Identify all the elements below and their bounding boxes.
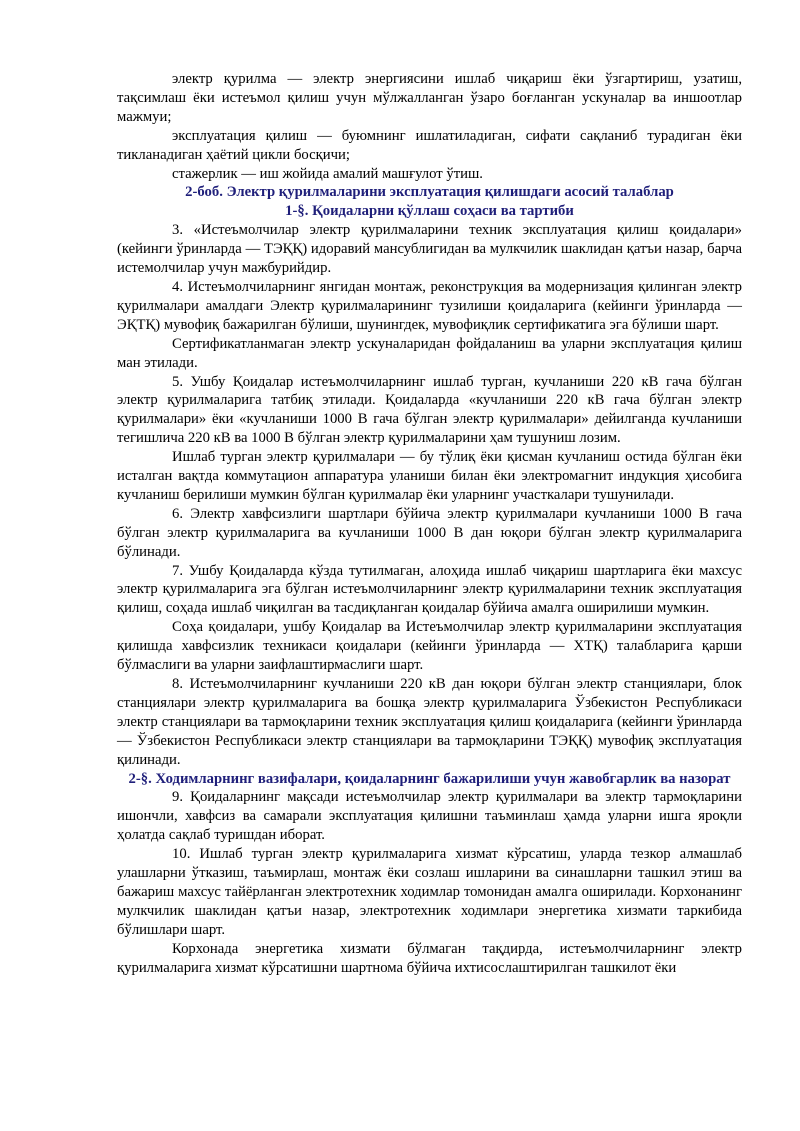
definition-internship: стажерлик — иш жойида амалий машғулот ўтиш.	[172, 165, 483, 182]
definition-electrical-installation: электр қурилма — электр энергиясини ишлаб чиқариш ёки ўзгартириш, узатиш, тақсимлаш ёки истеъмол қилиш учун мўлжалланган ўзаро боғланган ускуналар ва иншоотлар мажмуи;	[117, 71, 742, 125]
paragraph-10-note: Корхонада энергетика хизмати бўлмаган тақдирда, истеъмолчиларнинг электр қурилмаларига хизмат кўрсатишни шартнома бўйича ихтисослаштирилган ташкилот ёки	[117, 940, 742, 976]
chapter-heading: 2-боб. Электр қурилмаларини эксплуатация қилишдаги асосий талаблар	[185, 184, 674, 201]
paragraph-7: 7. Ушбу Қоидаларда кўзда тутилмаган, алоҳида ишлаб чиқариш шартларига ёки махсус электр қурилмаларига эга бўлган истеъмолчиларнинг электр қурилмаларини техник эксплуатация қилиш, соҳада ишлаб чиқилган ва тасдиқланган қоидалар бўйича амалга оширилиши мумкин.	[117, 562, 742, 617]
paragraph-5: 5. Ушбу Қоидалар истеъмолчиларнинг ишлаб турган, кучланиши 220 кВ гача бўлган электр қурилмаларига татбиқ этилади. Қоидаларда «кучланиши 220 кВ гача бўлган электр қурилмалари» ёки «кучланиши 1000 В гача бўлган электр қурилмалари» дейилганда кучланиши тегишлича 220 кВ ва 1000 В бўлган электр қурилмаларини ҳам тушуниш лозим.	[117, 373, 742, 447]
section-heading: 2-§. Ходимларнинг вазифалари, қоидаларнинг бажарилиши учун жавобгарлик ва назорат	[128, 770, 731, 787]
section-heading: 1-§. Қоидаларни қўллаш соҳаси ва тартиби	[285, 203, 574, 220]
paragraph-10: 10. Ишлаб турган электр қурилмаларига хизмат кўрсатиш, уларда тезкор алмашлаб улашларни ўтказиш, таъмирлаш, монтаж ёки созлаш ишларини ва синашларни ташкил этиш ва бажариш махсус тайёрланган электротехник ходимлар томонидан амалга оширилади. Корхонанинг мулкчилик шаклидан қатъи назар, электротехник ходимлари энергетика хизмати таркибида бўлишлари шарт.	[117, 846, 742, 938]
paragraph-6: 6. Электр хавфсизлиги шартлари бўйича электр қурилмалари кучланиши 1000 В гача бўлган электр қурилмаларига ва кучланиши 1000 В дан юқори бўлган электр қурилмаларига бўлинади.	[117, 505, 742, 560]
paragraph-8: 8. Истеъмолчиларнинг кучланиши 220 кВ дан юқори бўлган электр станциялари, блок станциялари электр қурилмаларига ва бошқа электр қурилмаларига Ўзбекистон Республикаси электр станциялари ва тармоқларини техник эксплуатация қилиш қоидаларига (кейинги ўринларда — Ўзбекистон Республикаси электр станциялари ва тармоқларини ТЭҚҚ) мувофиқ эксплуатация қилинади.	[117, 676, 742, 768]
paragraph-3: 3. «Истеъмолчилар электр қурилмаларини техник эксплуатация қилиш қоидалари» (кейинги ўринларда — ТЭҚҚ) идоравий мансублигидан ва мулкчилик шаклидан қатъи назар, барча истемолчилар учун мажбурийдир.	[117, 222, 742, 277]
paragraph-4-note: Сертификатланмаган электр ускуналаридан фойдаланиш ва уларни эксплуатация қилиш ман этилади.	[117, 335, 742, 371]
paragraph-7-note: Соҳа қоидалари, ушбу Қоидалар ва Истеъмолчилар электр қурилмаларини эксплуатация қилишда хавфсизлик техникаси қоидалари (кейинги ўринларда — ХТҚ) талабларига қарши бўлмаслиги ва уларни заифлаштирмаслиги шарт.	[117, 619, 742, 674]
paragraph-5-note: Ишлаб турган электр қурилмалари — бу тўлиқ ёки қисман кучланиш остида бўлган ёки исталган вақтда коммутацион аппаратура уланиши билан ёки электромагнит индукция ҳисобига кучланиш берилиши мумкин бўлган қурилмалар ёки уларнинг участкалари тушунилади.	[117, 449, 742, 503]
paragraph-4: 4. Истеъмолчиларнинг янгидан монтаж, реконструкция ва модернизация қилинган электр қурилмалари амалдаги Электр қурилмаларининг тузилиши қоидаларига (кейинги ўринларда — ЭҚТҚ) мувофиқ бажарилган бўлиши, шунингдек, мувофиқлик сертификатига эга бўлиши шарт.	[117, 278, 742, 333]
definition-operation: эксплуатация қилиш — буюмнинг ишлатиладиган, сифати сақланиб турадиган ёки тикланадиган ҳаётий цикли босқичи;	[117, 127, 742, 163]
paragraph-9: 9. Қоидаларнинг мақсади истеъмолчилар электр қурилмалари ва электр тармоқларини ишончли, хавфсиз ва самарали эксплуатация қилишни таъминлаш ҳамда уларни ишга яроқли ҳолатда сақлаб туришдан иборат.	[117, 789, 742, 844]
